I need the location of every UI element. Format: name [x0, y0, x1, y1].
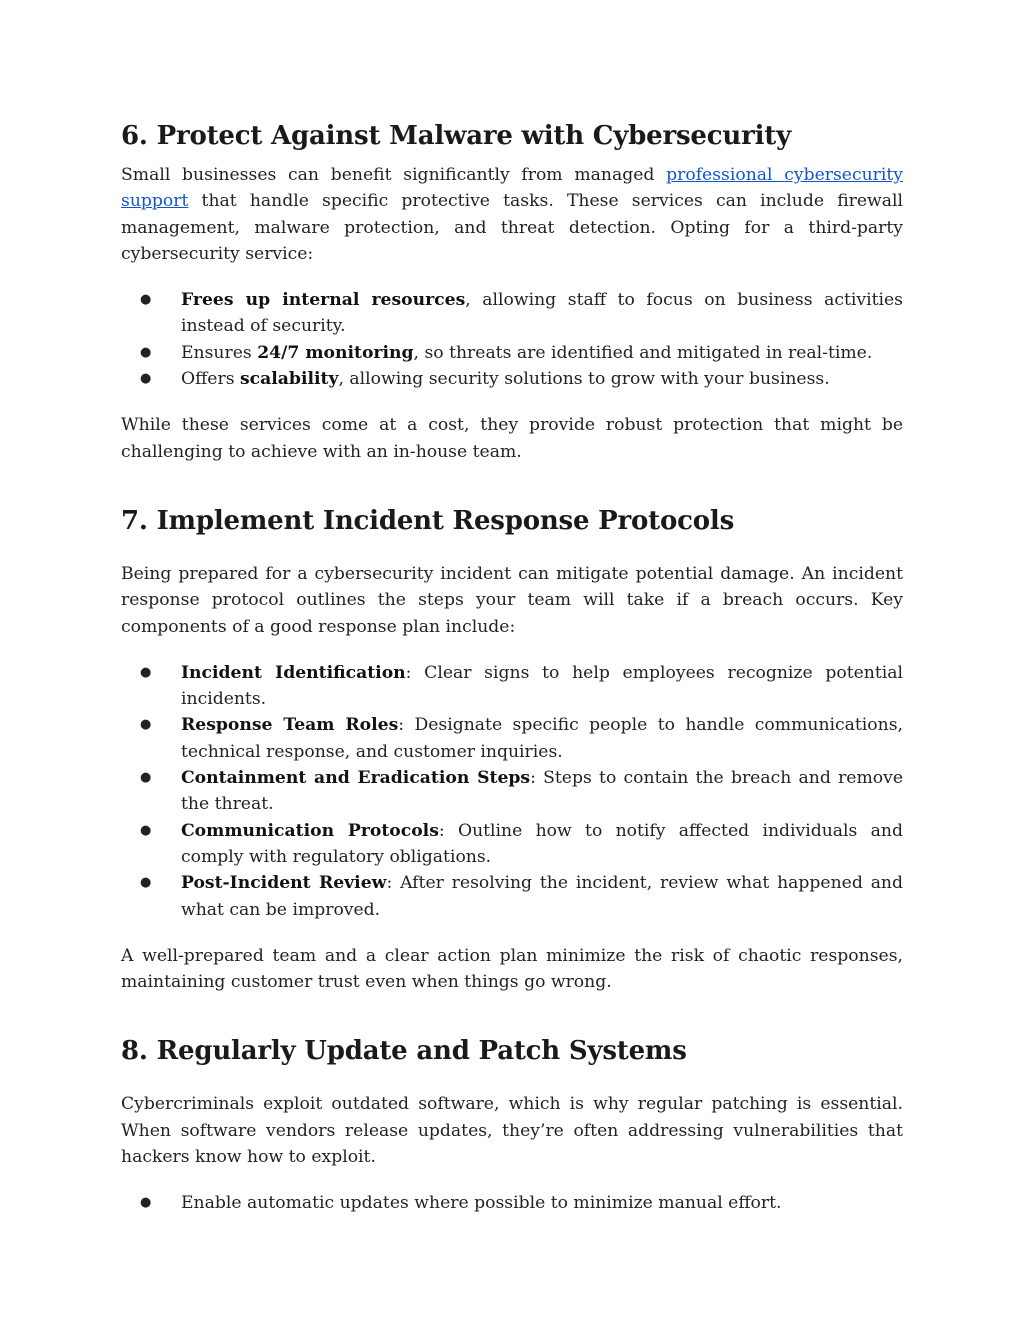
bullet-icon: ●	[140, 292, 152, 308]
bullet-bold-text: 24/7 monitoring	[257, 342, 414, 363]
bullet-bold-text: Post-Incident Review	[181, 873, 387, 894]
list-item: ● Ensures 24/7 monitoring, so threats are identified and mitigated in real-time.	[121, 340, 903, 366]
section-7-heading: 7. Implement Incident Response Protocols	[121, 505, 735, 536]
section-7-bullet-list	[121, 660, 903, 923]
section-7-closing: A well-prepared team and a clear action plan minimize the risk of chaotic responses, maintaining customer trust even when things go wrong.	[121, 945, 903, 993]
bullet-bold-text: Response Team Roles	[181, 715, 399, 736]
section-6-intro-end: that handle specific protective tasks. These services can include firewall management, malware protection, and threat detection. Opting for a third-party cybersecurity service:	[121, 191, 903, 264]
bullet-bold-text: Incident Identification	[181, 662, 406, 683]
section-6-intro-start: Small businesses can benefit significantly from managed	[121, 165, 667, 185]
document-content	[121, 116, 903, 1217]
section-6-heading: 6. Protect Against Malware with Cybersecurity	[121, 121, 791, 151]
list-item: ● Post-Incident Review: After resolving the incident, review what happened and what can be improved.	[121, 870, 903, 923]
bullet-icon: ●	[140, 717, 152, 733]
section-7-intro: Being prepared for a cybersecurity incident can mitigate potential damage. An incident response protocol outlines the steps your team will take if a breach occurs. Key components of a good response plan include:	[121, 563, 903, 637]
section-8-intro: Cybercriminals exploit outdated software, which is why regular patching is essential. When software vendors release updates, they’re often addressing vulnerabilities that hackers know how to exploit.	[121, 1094, 903, 1168]
bullet-icon: ●	[140, 770, 152, 786]
bullet-bold-text: Containment and Eradication Steps	[181, 768, 531, 789]
bullet-bold-text: Communication Protocols	[181, 820, 439, 841]
list-item: ● Frees up internal resources, allowing staff to focus on business activities instead of security.	[121, 287, 903, 340]
bullet-icon: ●	[140, 822, 152, 838]
section-8-bullet-list	[121, 1190, 903, 1216]
list-item: ● Response Team Roles: Designate specific people to handle communications, technical response, and customer inquiries.	[121, 712, 903, 765]
bullet-bold-text: scalability	[239, 369, 339, 390]
bullet-icon: ●	[140, 344, 152, 360]
list-item: ● Communication Protocols: Outline how to notify affected individuals and comply with regulatory obligations.	[121, 818, 903, 871]
section-8-heading: 8. Regularly Update and Patch Systems	[121, 1036, 687, 1067]
list-item: ● Containment and Eradication Steps: Steps to contain the breach and remove the threat.	[121, 765, 903, 818]
bullet-icon: ●	[140, 1195, 152, 1211]
bullet-icon: ●	[140, 664, 152, 680]
list-item: ● Incident Identification: Clear signs to help employees recognize potential incidents.	[121, 660, 903, 713]
cybersecurity-support-link[interactable]: professional cybersecurity support	[121, 165, 904, 212]
section-6-closing: While these services come at a cost, they provide robust protection that might be challenging to achieve with an in-house team.	[121, 415, 903, 462]
section-6-bullet-list	[121, 287, 903, 392]
section-6-intro	[121, 162, 903, 267]
list-item: ● Offers scalability, allowing security solutions to grow with your business.	[121, 366, 903, 392]
bullet-bold-text: Frees up internal resources	[181, 290, 466, 311]
list-item: ● Enable automatic updates where possible to minimize manual effort.	[121, 1190, 903, 1216]
bullet-icon: ●	[140, 371, 152, 387]
bullet-icon: ●	[140, 875, 152, 891]
